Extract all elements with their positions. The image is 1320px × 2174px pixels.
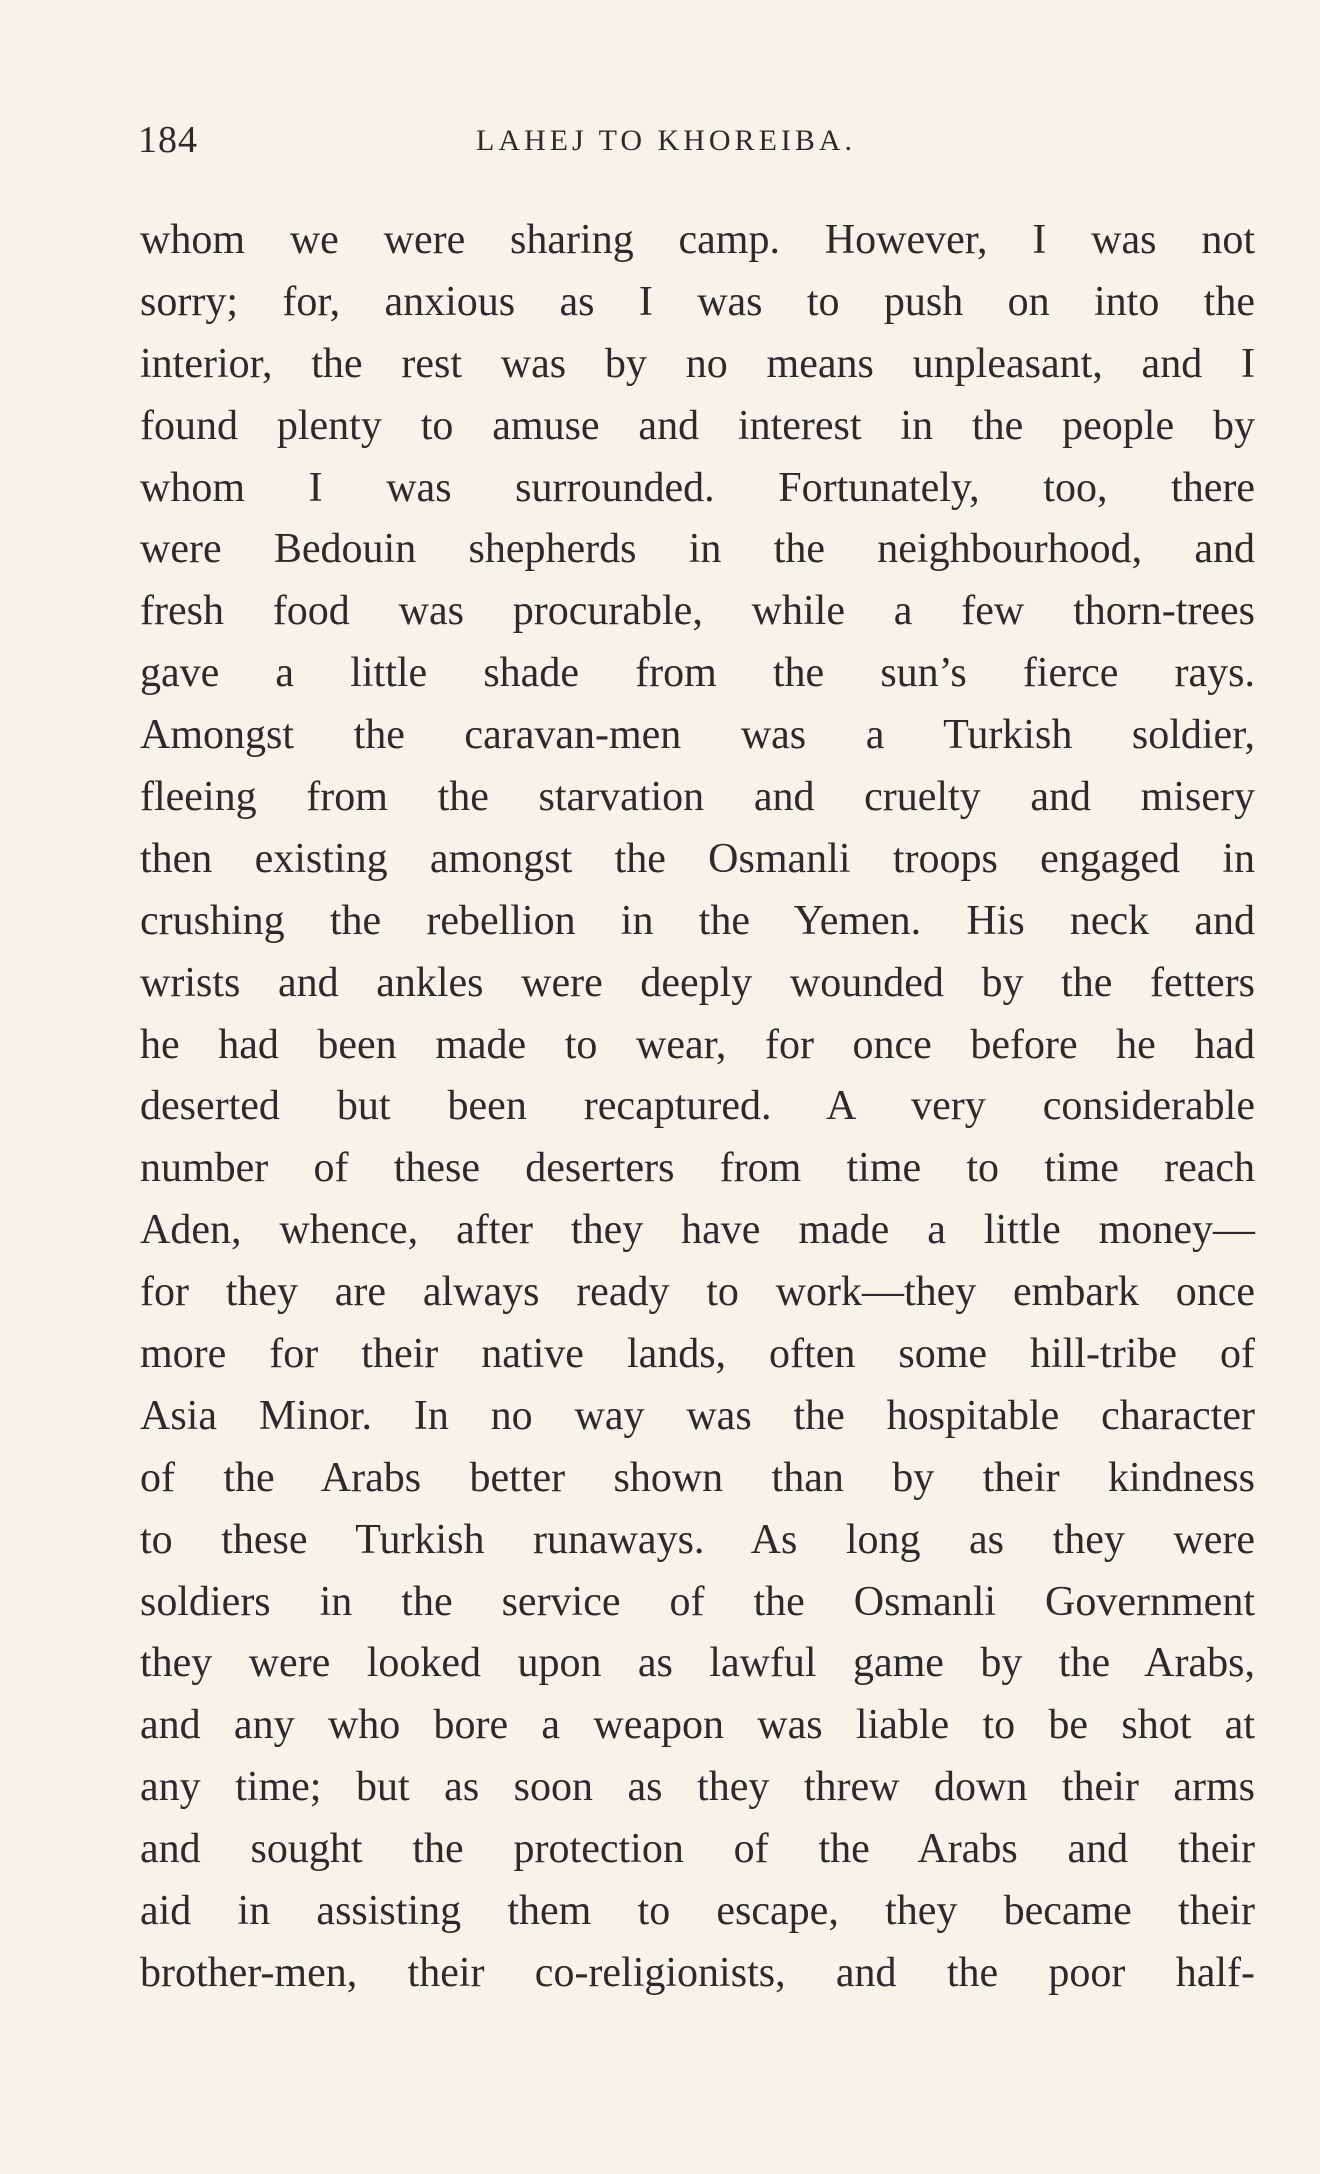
text-line: number of these deserters from time to time reach bbox=[140, 1145, 1255, 1192]
text-line: deserted but been recaptured. A very considerable bbox=[140, 1083, 1255, 1130]
text-line: whom I was surrounded. Fortunately, too, there bbox=[140, 464, 1255, 511]
text-line: wrists and ankles were deeply wounded by the fetters bbox=[140, 959, 1255, 1006]
text-line: Amongst the caravan-men was a Turkish soldier, bbox=[140, 712, 1255, 759]
text-line: gave a little shade from the sun’s fierce rays. bbox=[140, 650, 1255, 697]
text-line: of the Arabs better shown than by their kindness bbox=[140, 1454, 1255, 1501]
body-text bbox=[140, 210, 1255, 2005]
text-line: found plenty to amuse and interest in the people by bbox=[140, 402, 1255, 449]
text-line: more for their native lands, often some hill-tribe of bbox=[140, 1331, 1255, 1378]
text-line: and sought the protection of the Arabs and their bbox=[140, 1826, 1255, 1873]
text-line: Aden, whence, after they have made a little money— bbox=[140, 1207, 1255, 1254]
text-line: crushing the rebellion in the Yemen. His neck and bbox=[140, 897, 1255, 944]
text-line: fresh food was procurable, while a few thorn-trees bbox=[140, 588, 1255, 635]
page-number: 184 bbox=[138, 119, 198, 161]
text-line: fleeing from the starvation and cruelty and misery bbox=[140, 774, 1255, 821]
text-line: were Bedouin shepherds in the neighbourhood, and bbox=[140, 526, 1255, 573]
running-head bbox=[138, 118, 1258, 168]
text-line: Asia Minor. In no way was the hospitable character bbox=[140, 1392, 1255, 1439]
text-line: brother-men, their co-religionists, and the poor half- bbox=[140, 1949, 1255, 1996]
text-line: he had been made to wear, for once before he had bbox=[140, 1021, 1255, 1068]
text-line: interior, the rest was by no means unpleasant, and I bbox=[140, 340, 1255, 387]
text-line: aid in assisting them to escape, they became their bbox=[140, 1888, 1255, 1935]
text-line: to these Turkish runaways. As long as they were bbox=[140, 1516, 1255, 1563]
text-line: any time; but as soon as they threw down their arms bbox=[140, 1764, 1255, 1811]
running-title: LAHEJ TO KHOREIBA. bbox=[476, 124, 857, 157]
text-line: they were looked upon as lawful game by the Arabs, bbox=[140, 1640, 1255, 1687]
text-line: sorry; for, anxious as I was to push on into the bbox=[140, 278, 1255, 325]
text-line: whom we were sharing camp. However, I was not bbox=[140, 217, 1255, 263]
text-line: soldiers in the service of the Osmanli Government bbox=[140, 1578, 1255, 1625]
text-line: for they are always ready to work—they embark once bbox=[140, 1269, 1255, 1316]
text-line: and any who bore a weapon was liable to be shot at bbox=[140, 1702, 1255, 1749]
text-line: then existing amongst the Osmanli troops engaged in bbox=[140, 835, 1255, 882]
